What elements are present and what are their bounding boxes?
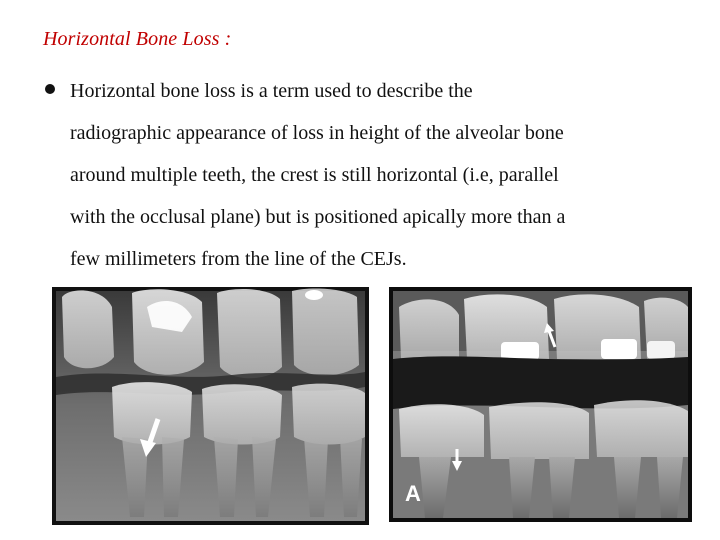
- bullet-icon: [45, 84, 55, 94]
- radiograph-left: [52, 287, 369, 525]
- bullet-line: around multiple teeth, the crest is still horizontal (i.e, parallel: [70, 164, 559, 186]
- bullet-line: few millimeters from the line of the CEJs.: [70, 248, 407, 270]
- radiograph-right: [389, 287, 692, 522]
- bullet-line: with the occlusal plane) but is positioned apically more than a: [70, 206, 566, 228]
- bullet-line: Horizontal bone loss is a term used to describe the: [70, 80, 473, 102]
- slide-title: Horizontal Bone Loss :: [43, 28, 232, 50]
- bullet-text: [70, 70, 690, 280]
- bullet-line: radiographic appearance of loss in height of the alveolar bone: [70, 122, 564, 144]
- figure-label: A: [405, 481, 421, 506]
